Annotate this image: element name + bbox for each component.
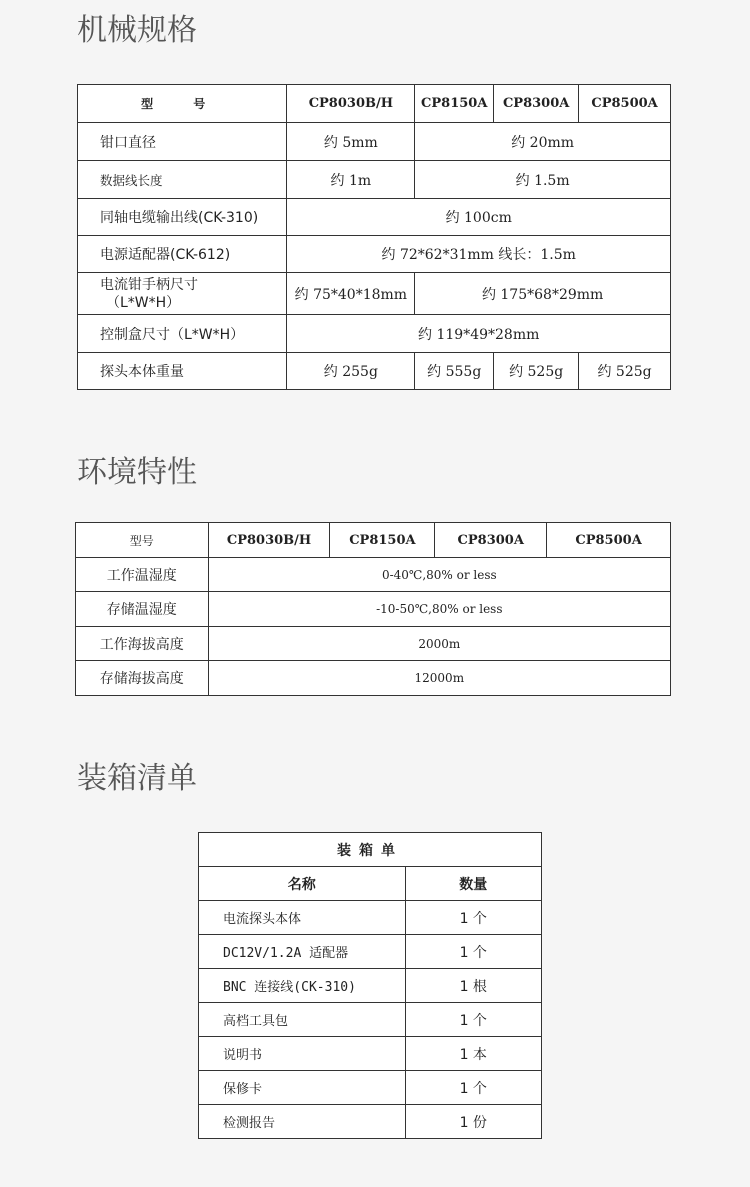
pack-item-name: 高档工具包 <box>199 1003 406 1037</box>
spec-header-model-label: 型 号 <box>78 85 287 123</box>
spec-row-cable <box>78 161 671 199</box>
pack-item-qty: 1 个 <box>405 1003 541 1037</box>
spec-label-coax: 同轴电缆输出线(CK-310) <box>78 199 287 236</box>
env-row <box>76 592 671 627</box>
spec-value-cable-2: 约 1.5m <box>415 161 671 199</box>
pack-item-name: 说明书 <box>199 1037 406 1071</box>
spec-value-weight-2: 约 555g <box>415 353 494 390</box>
pack-item-name: BNC 连接线(CK-310) <box>199 969 406 1003</box>
spec-value-cable-1: 约 1m <box>287 161 415 199</box>
env-header-model-label: 型号 <box>76 523 209 558</box>
env-header-model-1: CP8030B/H <box>208 523 330 558</box>
pack-item-name: DC12V/1.2A 适配器 <box>199 935 406 969</box>
pack-item-qty: 1 根 <box>405 969 541 1003</box>
env-label: 工作海拔高度 <box>76 627 209 661</box>
table-row <box>199 1071 542 1105</box>
env-value: 2000m <box>208 627 670 661</box>
pack-item-name: 检测报告 <box>199 1105 406 1139</box>
env-row <box>76 558 671 592</box>
spec-value-handle-1: 约 75*40*18mm <box>287 273 415 315</box>
spec-label-box: 控制盒尺寸（L*W*H） <box>78 315 287 353</box>
pack-caption-row <box>199 833 542 867</box>
spec-row-weight <box>78 353 671 390</box>
spec-header-model-3: CP8300A <box>494 85 579 123</box>
spec-section-title: 机械规格 <box>77 13 197 48</box>
spec-value-jaw-1: 约 5mm <box>287 123 415 161</box>
spec-label-jaw: 钳口直径 <box>78 123 287 161</box>
spec-value-coax: 约 100cm <box>287 199 671 236</box>
pack-header-qty: 数量 <box>405 867 541 901</box>
spec-label-cable: 数据线长度 <box>78 161 287 199</box>
table-row <box>199 1003 542 1037</box>
spec-label-weight: 探头本体重量 <box>78 353 287 390</box>
pack-header-row <box>199 867 542 901</box>
spec-header-model-4: CP8500A <box>579 85 671 123</box>
spec-header-model-2: CP8150A <box>415 85 494 123</box>
env-header-model-3: CP8300A <box>435 523 547 558</box>
pack-item-qty: 1 个 <box>405 935 541 969</box>
env-header-model-2: CP8150A <box>330 523 435 558</box>
table-row <box>199 969 542 1003</box>
pack-item-qty: 1 个 <box>405 901 541 935</box>
spec-value-jaw-2: 约 20mm <box>415 123 671 161</box>
env-label: 工作温湿度 <box>76 558 209 592</box>
spec-label-handle <box>78 273 287 315</box>
pack-item-name: 电流探头本体 <box>199 901 406 935</box>
pack-item-qty: 1 份 <box>405 1105 541 1139</box>
pack-section-title: 装箱清单 <box>77 761 197 796</box>
spec-row-box <box>78 315 671 353</box>
env-label: 存储温湿度 <box>76 592 209 627</box>
env-section-title: 环境特性 <box>77 455 197 490</box>
env-row <box>76 661 671 696</box>
env-header-row <box>76 523 671 558</box>
table-row <box>199 935 542 969</box>
spec-label-adapter: 电源适配器(CK-612) <box>78 236 287 273</box>
spec-row-handle <box>78 273 671 315</box>
table-row <box>199 901 542 935</box>
spec-value-handle-2: 约 175*68*29mm <box>415 273 671 315</box>
pack-item-name: 保修卡 <box>199 1071 406 1105</box>
spec-value-box: 约 119*49*28mm <box>287 315 671 353</box>
env-value: -10-50℃,80% or less <box>208 592 670 627</box>
env-row <box>76 627 671 661</box>
spec-value-weight-1: 约 255g <box>287 353 415 390</box>
spec-row-adapter <box>78 236 671 273</box>
spec-value-adapter: 约 72*62*31mm 线长：1.5m <box>287 236 671 273</box>
spec-label-handle-line2: （L*W*H） <box>106 294 181 311</box>
env-value: 0-40℃,80% or less <box>208 558 670 592</box>
env-header-model-4: CP8500A <box>547 523 671 558</box>
spec-header-model-1: CP8030B/H <box>287 85 415 123</box>
spec-value-weight-3: 约 525g <box>494 353 579 390</box>
pack-header-name: 名称 <box>199 867 406 901</box>
mechanical-spec-table <box>77 84 671 390</box>
env-label: 存储海拔高度 <box>76 661 209 696</box>
pack-item-qty: 1 本 <box>405 1037 541 1071</box>
pack-item-qty: 1 个 <box>405 1071 541 1105</box>
env-value: 12000m <box>208 661 670 696</box>
spec-value-weight-4: 约 525g <box>579 353 671 390</box>
spec-header-row <box>78 85 671 123</box>
spec-row-jaw <box>78 123 671 161</box>
packing-list-table <box>198 832 542 1139</box>
spec-row-coax <box>78 199 671 236</box>
table-row <box>199 1037 542 1071</box>
table-row <box>199 1105 542 1139</box>
spec-label-handle-line1: 电流钳手柄尺寸 <box>100 276 198 293</box>
pack-caption: 装箱单 <box>199 833 542 867</box>
environment-table <box>75 522 671 696</box>
